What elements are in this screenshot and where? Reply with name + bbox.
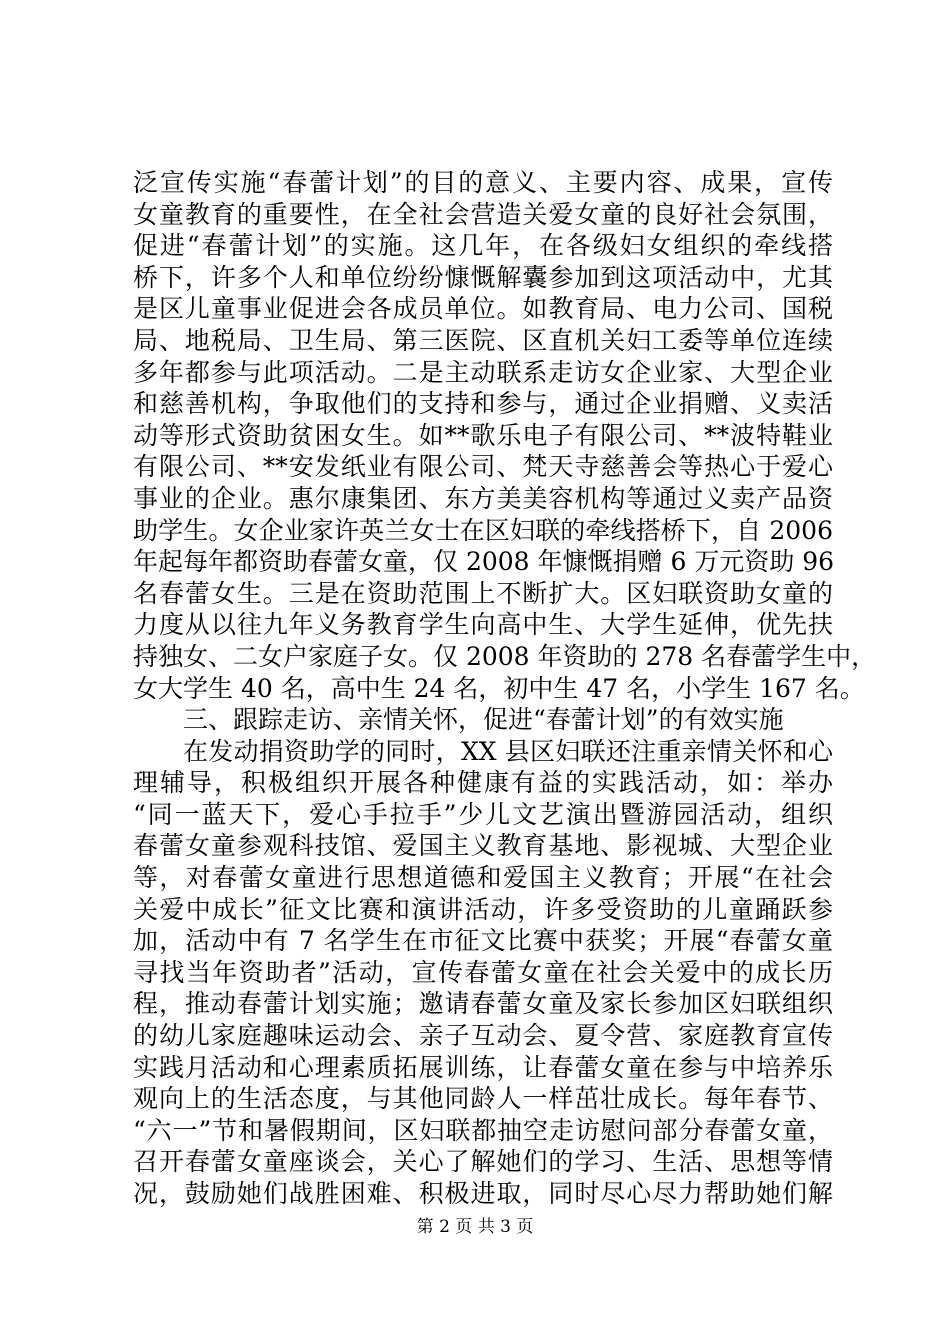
section-heading: 三、跟踪走访、亲情关怀，促进“春蕾计划”的有效实施 [183, 705, 784, 735]
document-body [133, 167, 877, 1210]
page-footer [0, 1216, 950, 1238]
text-line: 春蕾女童参观科技馆、爱国主义教育基地、影视城、大型企业 [133, 831, 833, 861]
text-line: 是区儿童事业促进会各成员单位。如教育局、电力公司、国税 [133, 294, 833, 324]
text-line: 加，活动中有 7 名学生在市征文比赛中获奖；开展“春蕾女童 [133, 926, 833, 956]
text-line: 女童教育的重要性，在全社会营造关爱女童的良好社会氛围， [133, 199, 833, 229]
text-line: 助学生。女企业家许英兰女士在区妇联的牵线搭桥下，自 2006 [133, 515, 833, 545]
text-line: 持独女、二女户家庭子女。仅 2008 年资助的 278 名春蕾学生中， [133, 641, 877, 671]
text-line: 关爱中成长”征文比赛和演讲活动，许多受资助的儿童踊跃参 [133, 894, 833, 924]
text-line: 的幼儿家庭趣味运动会、亲子互动会、夏令营、家庭教育宣传 [133, 1021, 833, 1051]
page-number: 第 2 页 共 3 页 [416, 1217, 534, 1237]
text-line: “同一蓝天下，爱心手拉手”少儿文艺演出暨游园活动，组织 [133, 799, 833, 829]
text-line: 力度从以往九年义务教育学生向高中生、大学生延伸，优先扶 [133, 610, 833, 640]
text-line: “六一”节和暑假期间，区妇联都抽空走访慰问部分春蕾女童， [133, 1115, 833, 1145]
text-line: 等，对春蕾女童进行思想道德和爱国主义教育；开展“在社会 [133, 863, 833, 893]
text-line: 多年都参与此项活动。二是主动联系走访女企业家、大型企业 [133, 357, 833, 387]
text-line: 和慈善机构，争取他们的支持和参与，通过企业捐赠、义卖活 [133, 389, 833, 419]
text-line: 年起每年都资助春蕾女童，仅 2008 年慷慨捐赠 6 万元资助 96 [133, 547, 835, 577]
text-line: 泛宣传实施“春蕾计划”的目的意义、主要内容、成果，宣传 [133, 168, 833, 197]
text-line: 有限公司、**安发纸业有限公司、梵天寺慈善会等热心于爱心 [133, 452, 833, 482]
text-line: 程，推动春蕾计划实施；邀请春蕾女童及家长参加区妇联组织 [133, 989, 833, 1019]
text-line: 寻找当年资助者”活动，宣传春蕾女童在社会关爱中的成长历 [133, 957, 833, 987]
text-line: 理辅导，积极组织开展各种健康有益的实践活动，如：举办 [133, 768, 833, 798]
text-line: 观向上的生活态度，与其他同龄人一样茁壮成长。每年春节、 [133, 1084, 833, 1114]
text-line: 局、地税局、卫生局、第三医院、区直机关妇工委等单位连续 [133, 325, 833, 355]
text-line: 事业的企业。惠尔康集团、东方美美容机构等通过义卖产品资 [133, 483, 833, 513]
text-line: 名春蕾女生。三是在资助范围上不断扩大。区妇联资助女童的 [133, 578, 833, 608]
text-line: 动等形式资助贫困女生。如**歌乐电子有限公司、**波特鞋业 [133, 420, 833, 450]
text-line: 促进“春蕾计划”的实施。这几年，在各级妇女组织的牵线搭 [133, 231, 833, 261]
text-line: 女大学生 40 名，高中生 24 名，初中生 47 名，小学生 167 名。 [133, 673, 865, 703]
text-line: 桥下，许多个人和单位纷纷慷慨解囊参加到这项活动中，尤其 [133, 262, 833, 292]
text-line: 实践月活动和心理素质拓展训练，让春蕾女童在参与中培养乐 [133, 1052, 833, 1082]
text-line: 在发动捐资助学的同时，XX 县区妇联还注重亲情关怀和心 [183, 736, 833, 766]
text-line: 况，鼓励她们战胜困难、积极进取，同时尽心尽力帮助她们解 [133, 1179, 833, 1208]
text-line: 召开春蕾女童座谈会，关心了解她们的学习、生活、思想等情 [133, 1147, 833, 1177]
